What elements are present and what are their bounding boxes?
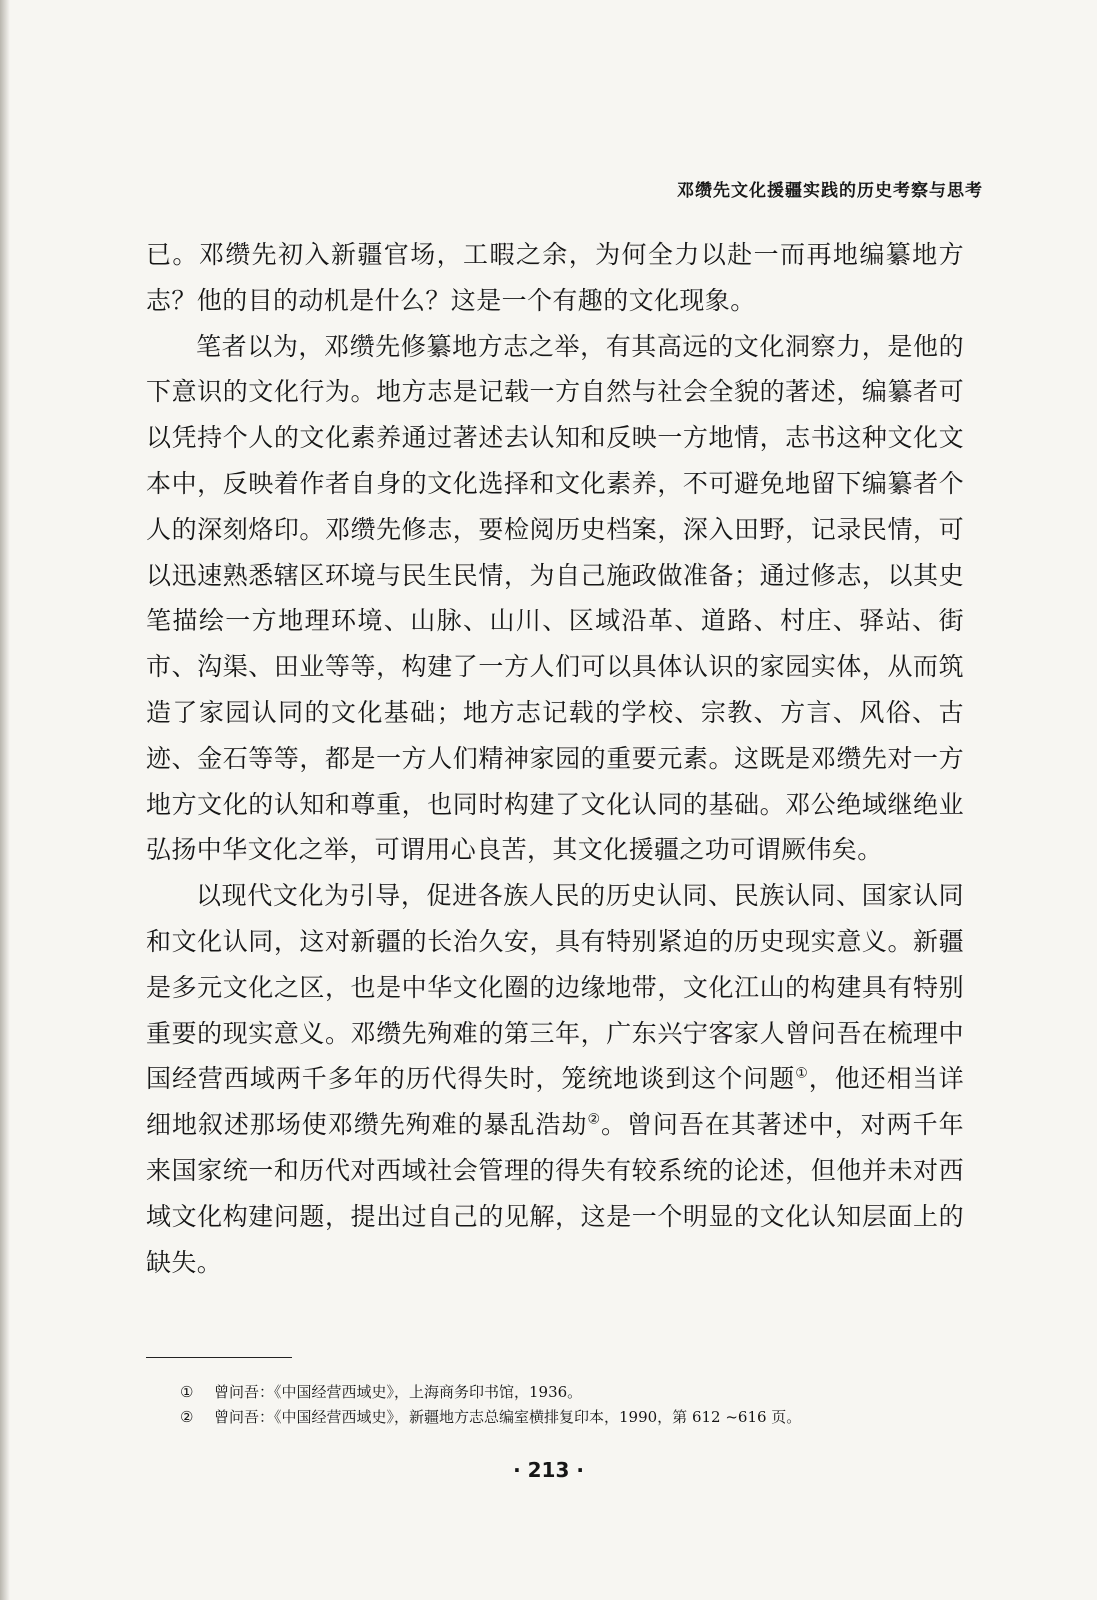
body-text	[146, 232, 964, 1285]
footnote-mark: ②	[180, 1408, 194, 1426]
footnote-mark: ①	[180, 1383, 194, 1401]
footnote-divider	[146, 1357, 292, 1358]
footnote-ref-1[interactable]: ①	[795, 1066, 809, 1083]
paragraph-continued: 已。邓缵先初入新疆官场，工暇之余，为何全力以赴一而再地编纂地方志？他的目的动机是什么？这是一个有趣的文化现象。	[146, 240, 964, 315]
page-edge-shadow	[0, 0, 10, 1600]
footnote-text: 曾问吾：《中国经营西域史》，新疆地方志总编室横排复印本，1990，第 612 ~616 页。	[214, 1408, 802, 1426]
footnote-2	[180, 1405, 970, 1430]
paragraph-segment: ，他还相当详细地叙述那场使邓缵先殉难的暴乱浩劫	[146, 1064, 964, 1140]
paragraph-segment: 。曾问吾在其著述中，对两千年来国家统一和历代对西域社会管理的得失有较系统的论述，但他并未对西域文化构建问题，提出过自己的见解，这是一个明显的文化认知层面上的缺失。	[146, 1110, 964, 1277]
footnote-ref-2[interactable]: ②	[587, 1111, 601, 1128]
paragraph-segment: 以现代文化为引导，促进各族人民的历史认同、民族认同、国家认同和文化认同，这对新疆的长治久安，具有特别紧迫的历史现实意义。新疆是多元文化之区，也是中华文化圈的边缘地带，文化江山的构建具有特别重要的现实意义。邓缵先殉难的第三年，广东兴宁客家人曾问吾在梳理中国经营西域两千多年的历代得失时，笼统地谈到这个问题	[146, 881, 964, 1094]
running-head: 邓缵先文化援疆实践的历史考察与思考	[677, 181, 983, 201]
paragraph-local-gazetteer: 笔者以为，邓缵先修纂地方志之举，有其高远的文化洞察力，是他的下意识的文化行为。地方志是记载一方自然与社会全貌的著述，编纂者可以凭持个人的文化素养通过著述去认知和反映一方地情，志书这种文化文本中，反映着作者自身的文化选择和文化素养，不可避免地留下编纂者个人的深刻烙印。邓缵先修志，要检阅历史档案，深入田野，记录民情，可以迅速熟悉辖区环境与民生民情，为自己施政做准备；通过修志，以其史笔描绘一方地理环境、山脉、山川、区域沿革、道路、村庄、驿站、街市、沟渠、田业等等，构建了一方人们可以具体认识的家园实体，从而筑造了家园认同的文化基础；地方志记载的学校、宗教、方言、风俗、古迹、金石等等，都是一方人们精神家园的重要元素。这既是邓缵先对一方地方文化的认知和尊重，也同时构建了文化认同的基础。邓公绝域继绝业弘扬中华文化之举，可谓用心良苦，其文化援疆之功可谓厥伟矣。	[146, 331, 964, 865]
paragraph-cultural-identity	[146, 873, 964, 1285]
footnotes	[180, 1380, 970, 1430]
footnote-1	[180, 1380, 970, 1405]
page-number: · 213 ·	[513, 1458, 584, 1482]
footnote-text: 曾问吾：《中国经营西域史》，上海商务印书馆，1936。	[214, 1383, 583, 1401]
